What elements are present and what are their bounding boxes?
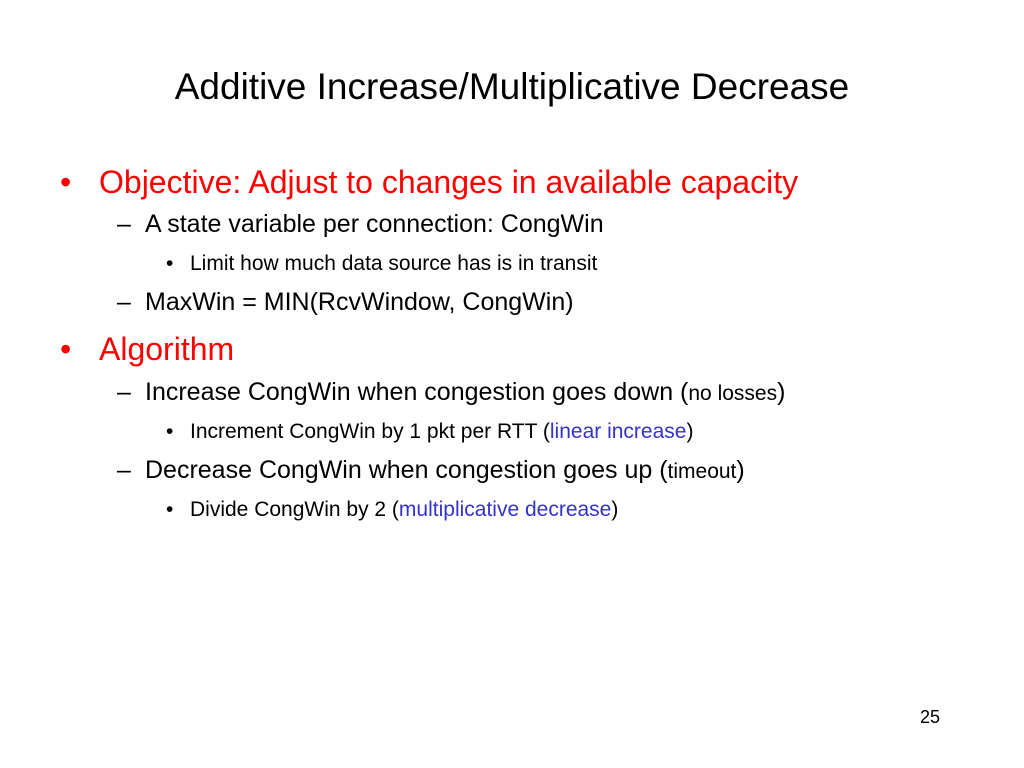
increase-text: Increase CongWin when congestion goes down (: [145, 378, 689, 406]
maxwin-point: MaxWin = MIN(RcvWindow, CongWin): [145, 288, 574, 316]
page-number: 25: [919, 707, 940, 727]
multiplicative-decrease-highlight: multiplicative decrease: [398, 498, 612, 521]
decrease-text: Decrease CongWin when congestion goes up (: [145, 456, 668, 484]
increment-subpoint: [190, 419, 693, 445]
objective-heading: Objective: Adjust to changes in available capacity: [99, 164, 799, 200]
bullet-marker: •: [166, 498, 174, 521]
increase-close: ): [777, 378, 786, 406]
decrease-point: [145, 455, 745, 487]
increment-close: ): [686, 420, 694, 443]
divide-text: Divide CongWin by 2 (: [190, 498, 399, 521]
bullet-marker: •: [60, 331, 72, 367]
increase-paren-note: no losses: [688, 382, 778, 405]
bullet-marker: •: [166, 252, 174, 275]
state-variable-point: A state variable per connection: CongWin: [145, 210, 604, 238]
decrease-close: ): [736, 456, 745, 484]
dash-marker: –: [117, 378, 131, 406]
bullet-marker: •: [60, 164, 72, 200]
dash-marker: –: [117, 456, 131, 484]
slide-title: Additive Increase/Multiplicative Decrease: [174, 66, 850, 107]
decrease-paren-note: timeout: [667, 460, 737, 483]
divide-subpoint: [190, 497, 618, 523]
divide-close: ): [611, 498, 619, 521]
bullet-marker: •: [166, 420, 174, 443]
limit-subpoint: Limit how much data source has is in transit: [190, 252, 598, 275]
linear-increase-highlight: linear increase: [549, 420, 687, 443]
algorithm-heading: Algorithm: [99, 331, 235, 367]
dash-marker: –: [117, 288, 131, 316]
dash-marker: –: [117, 210, 131, 238]
increase-point: [145, 377, 785, 409]
increment-text: Increment CongWin by 1 pkt per RTT (: [190, 420, 550, 443]
